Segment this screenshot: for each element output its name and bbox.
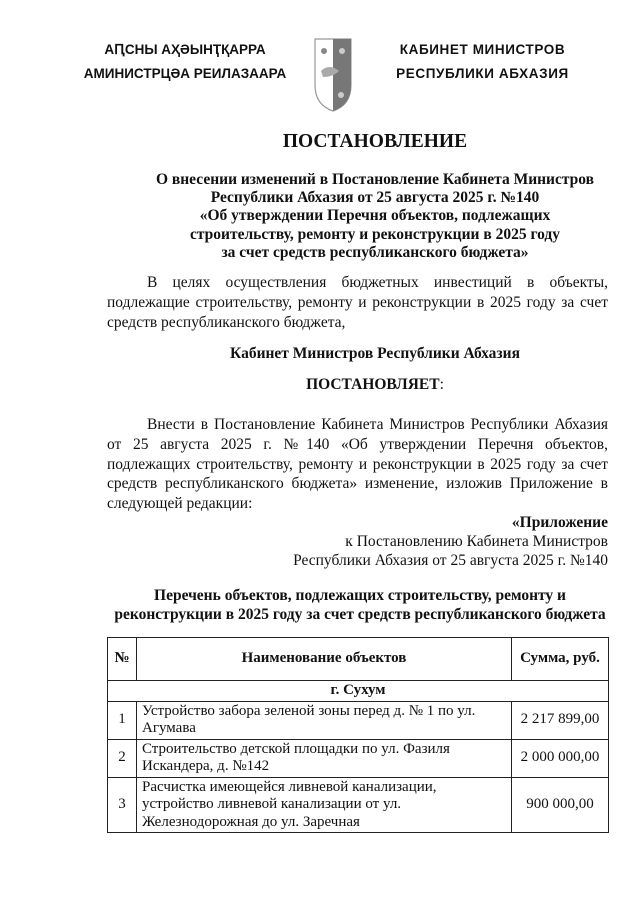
row-name: Расчистка имеющейся ливневой канализации, устройство ливневой канализации от ул. Железнодорожная до ул. Заречная bbox=[137, 777, 512, 833]
appendix-block bbox=[250, 513, 608, 571]
issuer: Кабинет Министров Республики Абхазия bbox=[230, 345, 520, 362]
operative-paragraph: Внести в Постановление Кабинета Министров Республики Абхазия от 25 августа 2025 г. №140 «Об утверждении Перечня объектов, подлежащих строительству, ремонту и реконструкции в 2025 году за счет средств республиканского бюджета» изменение, изложив Приложение в следующей редакции: bbox=[107, 416, 608, 513]
section-label: г. Сухум bbox=[108, 681, 609, 702]
row-sum: 2 217 899,00 bbox=[512, 701, 609, 739]
header-left-line2: АМИНИСТРЦӘА РЕИЛАЗААРА bbox=[83, 66, 287, 81]
row-num: 2 bbox=[108, 739, 137, 777]
row-name: Устройство забора зеленой зоны перед д. № 1 по ул. Агумава bbox=[137, 701, 512, 739]
table-header-row bbox=[108, 638, 609, 681]
header-right bbox=[375, 38, 590, 86]
preamble-paragraph: В целях осуществления бюджетных инвестиций в объекты, подлежащие строительству, ремонту и реконструкции в 2025 году за счет средств республиканского бюджета, bbox=[107, 274, 608, 331]
title-line: строительству, ремонту и реконструкции в 2025 году bbox=[189, 225, 561, 243]
row-name: Строительство детской площадки по ул. Фазиля Искандера, д. №142 bbox=[137, 739, 512, 777]
list-title-line: Перечень объектов, подлежащих строительству, ремонту и bbox=[154, 587, 566, 604]
header-left bbox=[75, 38, 295, 86]
appendix-line: к Постановлению Кабинета Министров bbox=[345, 533, 608, 551]
section-row bbox=[108, 681, 609, 702]
appendix-label: «Приложение bbox=[511, 514, 608, 531]
row-sum: 900 000,00 bbox=[512, 777, 609, 833]
row-sum: 2 000 000,00 bbox=[512, 739, 609, 777]
col-sum-header: Сумма, руб. bbox=[512, 638, 609, 681]
list-title bbox=[100, 587, 620, 624]
table-row bbox=[108, 777, 609, 833]
col-num-header: № bbox=[108, 638, 137, 681]
title-line: Республики Абхазия от 25 августа 2025 г. №140 bbox=[210, 189, 540, 207]
document-type: ПОСТАНОВЛЕНИЕ bbox=[282, 131, 468, 152]
title-line: за счет средств республиканского бюджета» bbox=[221, 243, 529, 261]
header-left-line1: АԤСНЫ АҲӘЫНҬҚАРРА bbox=[104, 42, 266, 57]
title-line: «Об утверждении Перечня объектов, подлежащих bbox=[199, 207, 551, 225]
document-title bbox=[107, 171, 640, 262]
row-num: 3 bbox=[108, 777, 137, 833]
appendix-line: Республики Абхазия от 25 августа 2025 г. №140 bbox=[293, 552, 608, 570]
decree-colon: : bbox=[439, 376, 444, 393]
objects-table bbox=[107, 637, 609, 833]
col-name-header: Наименование объектов bbox=[137, 638, 512, 681]
decree-word: ПОСТАНОВЛЯЕТ bbox=[306, 376, 440, 393]
coat-of-arms-emblem bbox=[313, 37, 353, 113]
decree-line bbox=[107, 376, 640, 394]
list-title-line: реконструкции в 2025 году за счет средств республиканского бюджета bbox=[114, 605, 606, 623]
table-row bbox=[108, 739, 609, 777]
row-num: 1 bbox=[108, 701, 137, 739]
header-right-line2: РЕСПУБЛИКИ АБХАЗИЯ bbox=[396, 66, 569, 81]
table-row bbox=[108, 701, 609, 739]
title-line: О внесении изменений в Постановление Кабинета Министров bbox=[155, 171, 595, 188]
header-right-line1: КАБИНЕТ МИНИСТРОВ bbox=[399, 42, 566, 57]
